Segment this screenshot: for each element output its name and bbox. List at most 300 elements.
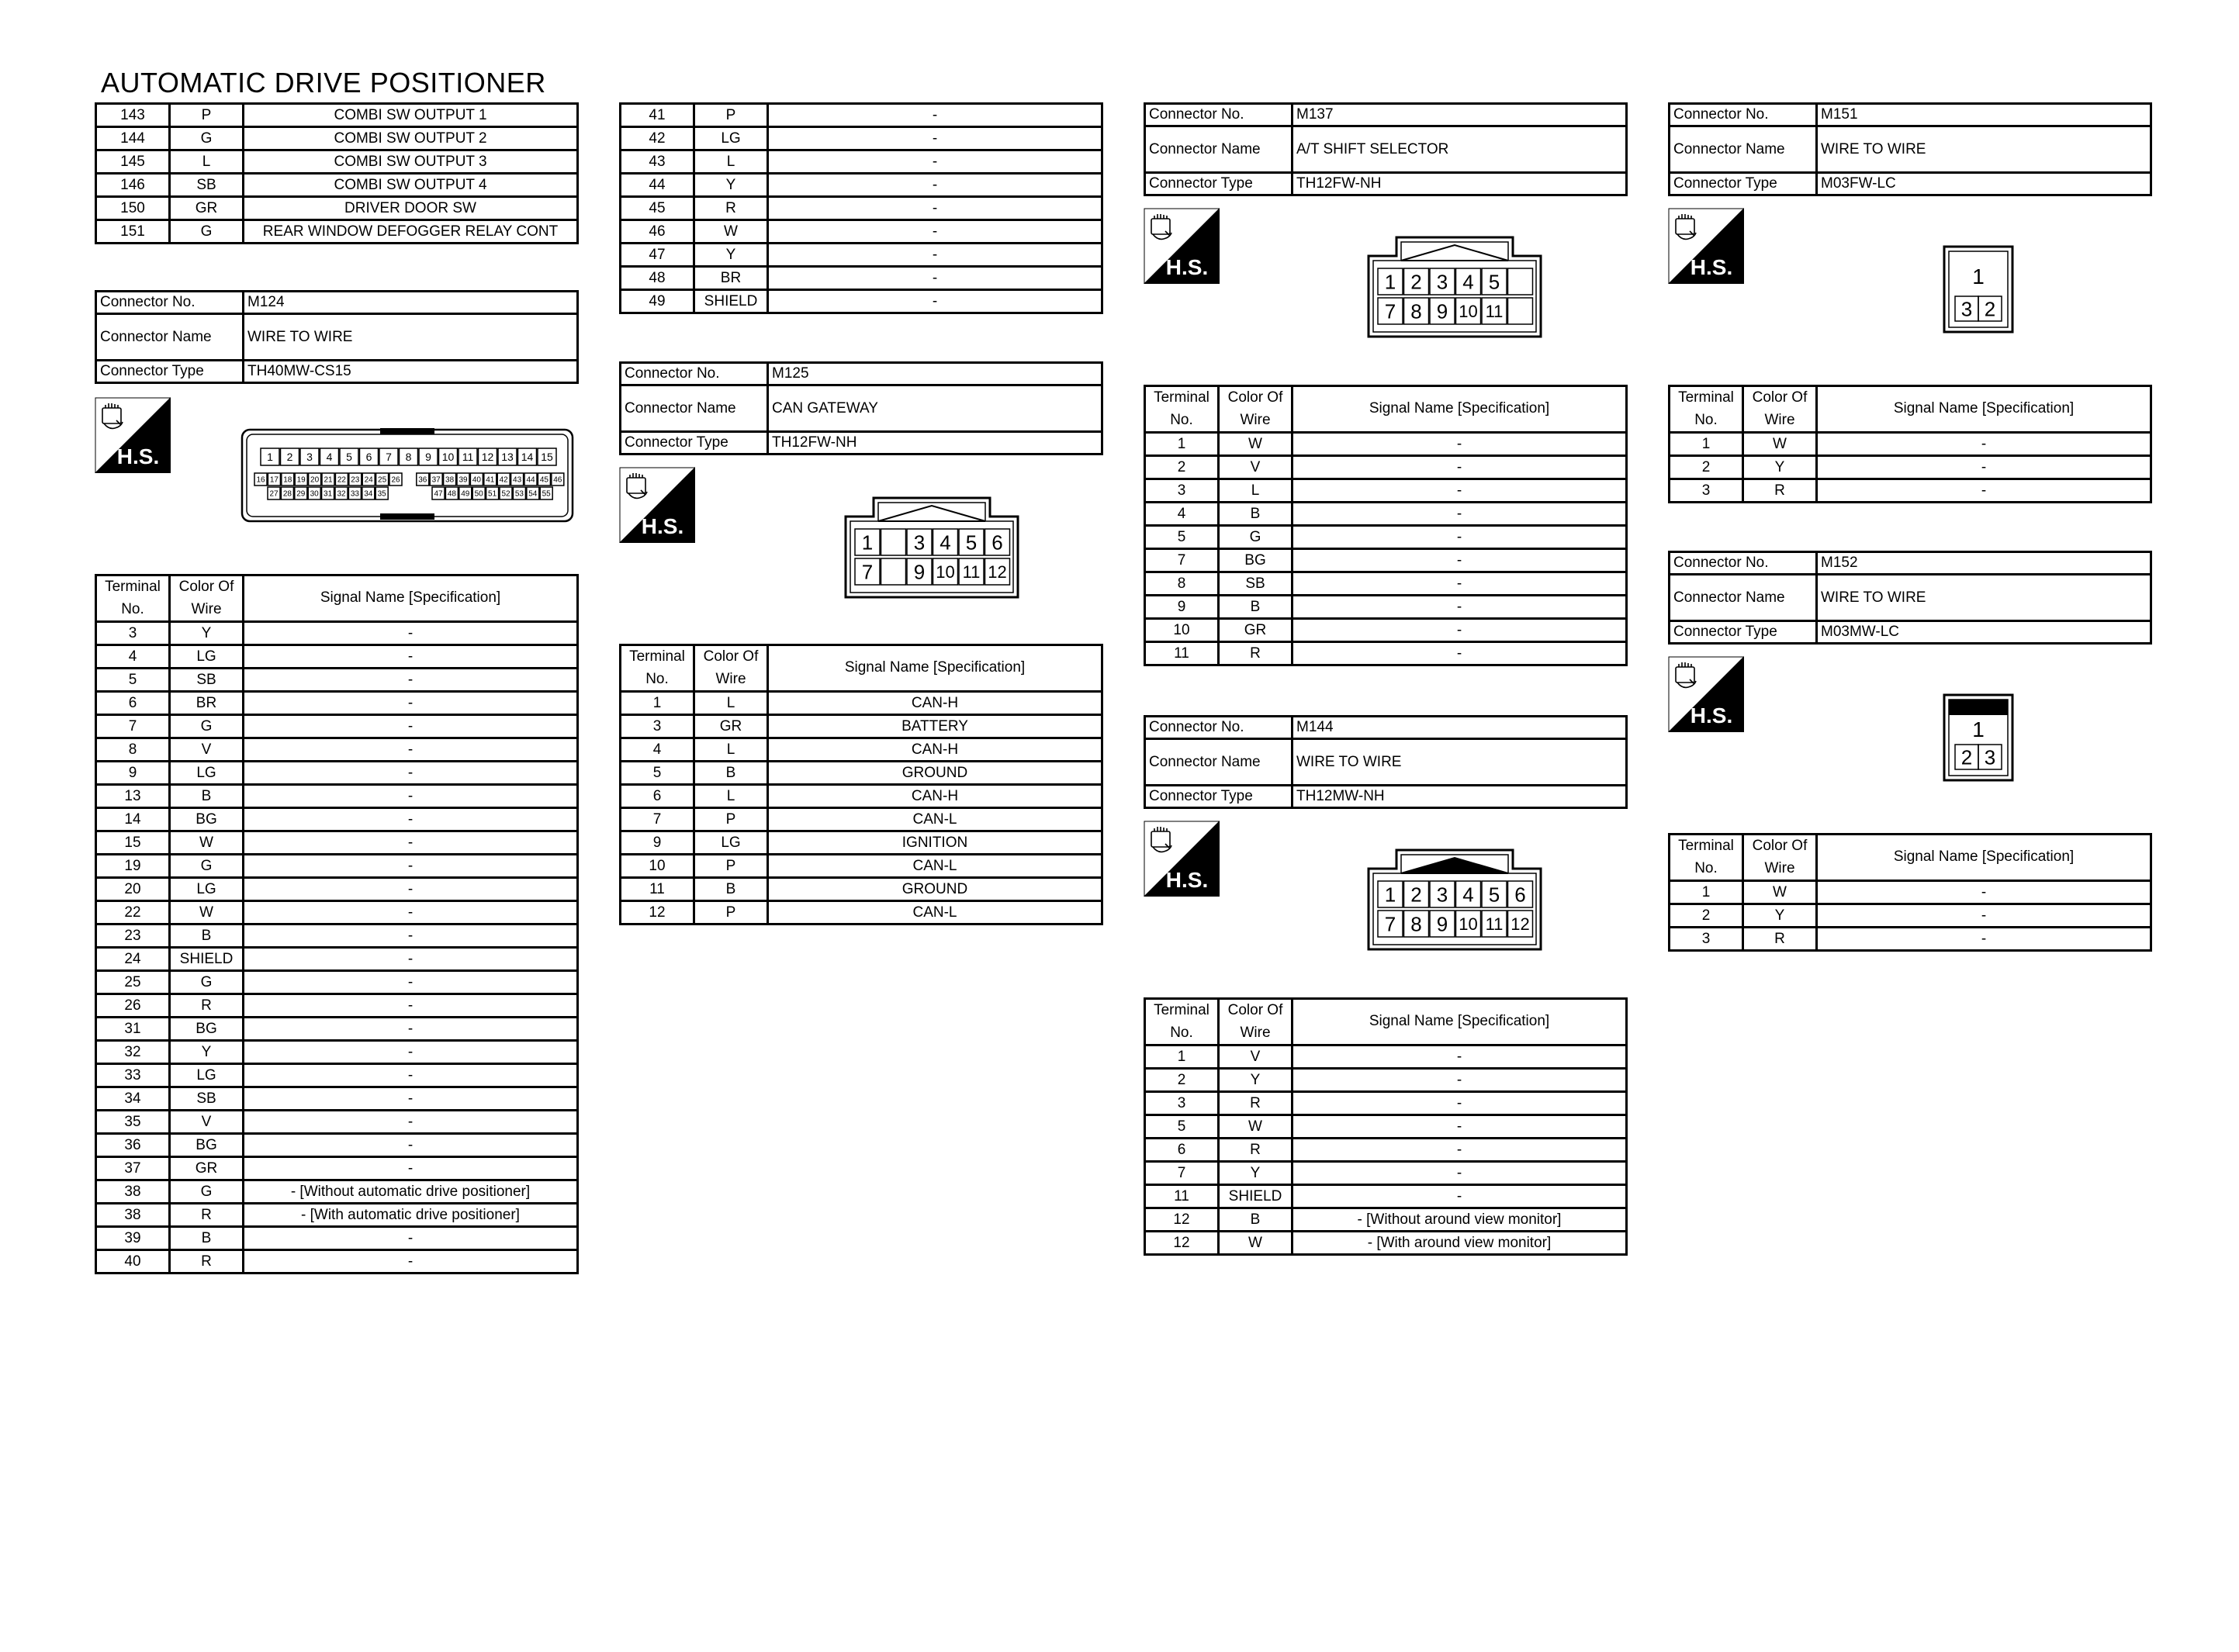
connector-diagram-m151 xyxy=(1943,245,2014,337)
signal-cell: - xyxy=(244,738,578,762)
signal-cell: BATTERY xyxy=(768,715,1102,738)
pin-number: 9 xyxy=(1436,912,1448,936)
connector-type-value: M03FW-LC xyxy=(1817,173,2151,195)
signal-cell: - xyxy=(244,948,578,971)
pin-number: 2 xyxy=(1984,297,1996,321)
connector-latch xyxy=(1401,245,1508,261)
pin-table-m125 xyxy=(619,644,1103,925)
signal-cell: COMBI SW OUTPUT 3 xyxy=(244,150,578,174)
wire-color-cell: L xyxy=(694,150,768,174)
wire-color-cell: G xyxy=(170,971,244,994)
signal-cell: - xyxy=(244,1134,578,1157)
wire-color-cell: L xyxy=(1219,479,1293,503)
signal-cell: CAN-H xyxy=(768,785,1102,808)
signal-cell: - xyxy=(768,267,1102,290)
terminal-cell: 32 xyxy=(96,1041,170,1064)
connector-type-value: TH40MW-CS15 xyxy=(244,361,578,383)
pin-cavity xyxy=(1508,298,1533,324)
connector-diagram-m144 xyxy=(1365,848,1544,955)
table-row xyxy=(96,127,578,150)
signal-cell: - xyxy=(1817,433,2151,456)
table-row xyxy=(96,1227,578,1250)
pin-cavity xyxy=(881,529,906,555)
pin-table-m151-wrap xyxy=(1668,385,2152,503)
wire-color-cell: SHIELD xyxy=(694,290,768,313)
signal-cell: - xyxy=(244,1250,578,1274)
signal-cell: - xyxy=(1293,619,1627,642)
header-signal-name: Signal Name [Specification] xyxy=(244,575,578,622)
pin-number: 54 xyxy=(528,489,538,499)
wire-color-cell: B xyxy=(170,785,244,808)
terminal-cell: 9 xyxy=(1145,596,1219,619)
signal-cell: - xyxy=(1817,456,2151,479)
header-terminal-no xyxy=(1670,386,1743,433)
connector-m124 xyxy=(95,290,579,384)
pin-number: 3 xyxy=(913,531,926,555)
table-row xyxy=(96,785,578,808)
signal-cell: DRIVER DOOR SW xyxy=(244,197,578,220)
pin-number: 1 xyxy=(1384,270,1396,294)
header-no: No. xyxy=(121,600,144,617)
pin-table-m124-wrap xyxy=(95,574,579,1274)
table-header-row xyxy=(1670,386,2151,433)
terminal-cell: 1 xyxy=(621,692,694,715)
terminal-cell: 145 xyxy=(96,150,170,174)
signal-cell: - xyxy=(244,808,578,831)
connector-latch xyxy=(878,506,985,521)
terminal-cell: 12 xyxy=(1145,1232,1219,1255)
pin-number: 16 xyxy=(256,475,265,485)
signal-cell: - xyxy=(1293,549,1627,572)
wire-color-cell: R xyxy=(170,994,244,1018)
pin-number: 7 xyxy=(861,560,874,584)
signal-cell: CAN-L xyxy=(768,808,1102,831)
table-row xyxy=(621,738,1102,762)
connector-type-value: M03MW-LC xyxy=(1817,621,2151,644)
wire-color-cell: BG xyxy=(1219,549,1293,572)
pin-number: 42 xyxy=(499,475,508,485)
signal-cell: - xyxy=(1293,1185,1627,1208)
pin-number: 20 xyxy=(310,475,320,485)
table-row xyxy=(1145,1208,1627,1232)
wire-color-cell: G xyxy=(170,1180,244,1204)
terminal-cell: 5 xyxy=(96,669,170,692)
terminal-cell: 10 xyxy=(621,855,694,878)
pin-table-m152-wrap xyxy=(1668,833,2152,952)
pin-table-m151 xyxy=(1668,385,2152,503)
wire-color-cell: L xyxy=(170,150,244,174)
wire-color-cell: SB xyxy=(170,669,244,692)
wire-color-cell: Y xyxy=(1219,1162,1293,1185)
pin-number: 3 xyxy=(1436,883,1448,907)
pin-number: 10 xyxy=(1459,301,1478,321)
terminal-cell: 11 xyxy=(1145,1185,1219,1208)
header-no: No. xyxy=(1694,411,1718,428)
table-row xyxy=(96,994,578,1018)
terminal-cell: 12 xyxy=(621,901,694,924)
table-row xyxy=(621,104,1102,127)
table-row xyxy=(96,855,578,878)
signal-cell: CAN-L xyxy=(768,855,1102,878)
terminal-cell: 43 xyxy=(621,150,694,174)
table-row xyxy=(96,174,578,197)
header-color-of-wire xyxy=(1743,386,1817,433)
table-row xyxy=(621,715,1102,738)
header-color-of: Color Of xyxy=(1752,389,1808,406)
table-row xyxy=(1145,1232,1627,1255)
signal-cell: - xyxy=(244,1227,578,1250)
connector-no-value: M152 xyxy=(1817,552,2151,575)
pin-number: 50 xyxy=(474,489,483,499)
pin-number: 4 xyxy=(1462,270,1474,294)
terminal-cell: 7 xyxy=(1145,549,1219,572)
terminal-cell: 5 xyxy=(1145,526,1219,549)
pin-number: 39 xyxy=(459,475,468,485)
connector-diagram-m152 xyxy=(1943,693,2014,786)
wire-color-cell: BG xyxy=(170,1018,244,1041)
connector-table-continued-1 xyxy=(95,102,579,244)
pin-number: 6 xyxy=(991,531,1003,555)
hs-label: H.S. xyxy=(1165,255,1209,279)
wire-color-cell: G xyxy=(170,715,244,738)
pin-number: 47 xyxy=(434,489,443,499)
wire-color-cell: LG xyxy=(170,878,244,901)
connector-name-value: WIRE TO WIRE xyxy=(1293,739,1627,786)
wire-color-cell: GR xyxy=(170,197,244,220)
wire-color-cell: GR xyxy=(1219,619,1293,642)
table-header-row xyxy=(621,645,1102,692)
signal-cell: - xyxy=(1293,1162,1627,1185)
pin-number: 45 xyxy=(539,475,549,485)
header-terminal-no xyxy=(1145,386,1219,433)
pin-number: 11 xyxy=(1485,301,1504,321)
signal-cell: - xyxy=(244,715,578,738)
table-row xyxy=(96,692,578,715)
table-row xyxy=(621,901,1102,924)
wire-color-cell: L xyxy=(694,692,768,715)
wire-color-cell: R xyxy=(694,197,768,220)
wire-color-cell: BR xyxy=(694,267,768,290)
signal-cell: CAN-H xyxy=(768,738,1102,762)
terminal-cell: 48 xyxy=(621,267,694,290)
table-row xyxy=(621,831,1102,855)
terminal-cell: 38 xyxy=(96,1180,170,1204)
connector-no-label: Connector No. xyxy=(1670,552,1817,575)
terminal-cell: 2 xyxy=(1670,904,1743,928)
pin-number: 44 xyxy=(526,475,535,485)
signal-cell: - xyxy=(244,785,578,808)
pin-number: 5 xyxy=(1488,270,1500,294)
pin-number: 15 xyxy=(541,451,553,464)
signal-cell: COMBI SW OUTPUT 2 xyxy=(244,127,578,150)
signal-cell: - xyxy=(1293,1045,1627,1069)
signal-cell: - xyxy=(244,762,578,785)
header-no: No. xyxy=(1694,859,1718,876)
connector-no-label: Connector No. xyxy=(1670,104,1817,126)
table-row xyxy=(621,762,1102,785)
connector-no-label: Connector No. xyxy=(621,363,768,385)
terminal-cell: 4 xyxy=(96,645,170,669)
signal-cell: - xyxy=(1293,503,1627,526)
wire-color-cell: SB xyxy=(170,174,244,197)
terminal-cell: 3 xyxy=(96,622,170,645)
table-row xyxy=(96,901,578,924)
header-signal-name: Signal Name [Specification] xyxy=(1817,386,2151,433)
wire-color-cell: GR xyxy=(694,715,768,738)
pin-number: 2 xyxy=(1410,883,1422,907)
connector-m151 xyxy=(1668,102,2152,196)
header-color-of-wire xyxy=(1743,835,1817,881)
signal-cell: - xyxy=(1817,904,2151,928)
connector-no-label: Connector No. xyxy=(1145,104,1293,126)
table-row xyxy=(1145,596,1627,619)
terminal-cell: 1 xyxy=(1670,433,1743,456)
harness-side-icon xyxy=(1668,208,1744,288)
wire-color-cell: GR xyxy=(170,1157,244,1180)
pin-number: 7 xyxy=(386,451,392,464)
wire-color-cell: BG xyxy=(170,808,244,831)
table-row xyxy=(1145,479,1627,503)
signal-cell: - xyxy=(244,669,578,692)
terminal-cell: 47 xyxy=(621,244,694,267)
signal-cell: - xyxy=(244,878,578,901)
terminal-cell: 11 xyxy=(1145,642,1219,665)
pin-number: 11 xyxy=(462,451,474,464)
pin-table-m137 xyxy=(1144,385,1628,666)
table-row xyxy=(621,808,1102,831)
table-header-row xyxy=(1670,835,2151,881)
terminal-cell: 6 xyxy=(621,785,694,808)
signal-cell: - xyxy=(768,220,1102,244)
header-signal-name: Signal Name [Specification] xyxy=(1817,835,2151,881)
signal-cell: CAN-H xyxy=(768,692,1102,715)
terminal-cell: 5 xyxy=(621,762,694,785)
wire-color-cell: P xyxy=(694,808,768,831)
wire-color-cell: Y xyxy=(170,622,244,645)
wire-color-cell: Y xyxy=(694,174,768,197)
header-color-of: Color Of xyxy=(703,648,759,665)
pin-number: 24 xyxy=(364,475,373,485)
pin-number: 48 xyxy=(447,489,456,499)
connector-type-label: Connector Type xyxy=(1670,621,1817,644)
header-wire: Wire xyxy=(1240,1024,1271,1041)
table-row xyxy=(1145,619,1627,642)
table-row xyxy=(621,290,1102,313)
connector-no-value: M124 xyxy=(244,292,578,314)
terminal-cell: 39 xyxy=(96,1227,170,1250)
terminal-cell: 1 xyxy=(1145,1045,1219,1069)
wire-color-cell: G xyxy=(170,127,244,150)
connector-info-m125 xyxy=(619,361,1103,455)
terminal-cell: 7 xyxy=(96,715,170,738)
signal-cell: - xyxy=(1293,642,1627,665)
header-terminal: Terminal xyxy=(1154,389,1209,406)
connector-name-label: Connector Name xyxy=(1145,739,1293,786)
table-row xyxy=(1145,1069,1627,1092)
wire-color-cell: Y xyxy=(1743,456,1817,479)
table-row xyxy=(96,924,578,948)
pin-number: 1 xyxy=(1972,264,1985,289)
table-header-row xyxy=(1145,999,1627,1045)
wire-color-cell: L xyxy=(694,785,768,808)
signal-cell: - xyxy=(244,971,578,994)
signal-cell: - xyxy=(244,692,578,715)
signal-cell: CAN-L xyxy=(768,901,1102,924)
table-row xyxy=(96,220,578,244)
connector-type-value: TH12MW-NH xyxy=(1293,786,1627,808)
terminal-cell: 41 xyxy=(621,104,694,127)
pin-number: 27 xyxy=(269,489,279,499)
connector-diagram-m125 xyxy=(843,496,1021,603)
table-row xyxy=(621,855,1102,878)
pin-cavity xyxy=(881,558,906,585)
header-no: No. xyxy=(1170,1024,1193,1041)
wire-color-cell: SB xyxy=(170,1087,244,1111)
connector-name-label: Connector Name xyxy=(1670,126,1817,173)
pin-number: 4 xyxy=(1462,883,1474,907)
header-color-of-wire xyxy=(1219,386,1293,433)
terminal-cell: 8 xyxy=(1145,572,1219,596)
table-row xyxy=(1145,526,1627,549)
terminal-cell: 2 xyxy=(1670,456,1743,479)
header-terminal: Terminal xyxy=(105,579,161,595)
pin-number: 3 xyxy=(306,451,313,464)
pin-number: 49 xyxy=(461,489,470,499)
pin-number: 3 xyxy=(1960,297,1973,321)
signal-cell: - xyxy=(768,104,1102,127)
header-signal-name: Signal Name [Specification] xyxy=(1293,386,1627,433)
signal-cell: - xyxy=(1293,596,1627,619)
pin-number: 53 xyxy=(514,489,524,499)
harness-side-icon xyxy=(95,397,171,477)
pin-table-m125-wrap xyxy=(619,644,1103,925)
signal-cell: - xyxy=(1293,479,1627,503)
signal-cell: - xyxy=(768,127,1102,150)
header-color-of-wire xyxy=(170,575,244,622)
page-title: AUTOMATIC DRIVE POSITIONER xyxy=(101,67,546,98)
pin-number: 12 xyxy=(1511,914,1530,934)
pin-number: 55 xyxy=(542,489,551,499)
terminal-cell: 151 xyxy=(96,220,170,244)
terminal-cell: 36 xyxy=(96,1134,170,1157)
hs-label: H.S. xyxy=(641,514,684,538)
connector-no-value: M125 xyxy=(768,363,1102,385)
terminal-cell: 1 xyxy=(1145,433,1219,456)
pin-number: 7 xyxy=(1384,912,1396,936)
wire-color-cell: Y xyxy=(694,244,768,267)
table-row xyxy=(96,645,578,669)
header-terminal: Terminal xyxy=(629,648,685,665)
terminal-cell: 40 xyxy=(96,1250,170,1274)
table-row xyxy=(96,762,578,785)
terminal-cell: 3 xyxy=(1670,928,1743,951)
terminal-cell: 146 xyxy=(96,174,170,197)
table-row xyxy=(621,197,1102,220)
header-wire: Wire xyxy=(1764,411,1795,428)
pin-number: 4 xyxy=(940,531,951,555)
connector-name-value: WIRE TO WIRE xyxy=(244,314,578,361)
terminal-cell: 25 xyxy=(96,971,170,994)
signal-cell: - xyxy=(244,901,578,924)
pin-number: 19 xyxy=(296,475,306,485)
connector-type-label: Connector Type xyxy=(1145,173,1293,195)
connector-type-label: Connector Type xyxy=(1670,173,1817,195)
connector-name-label: Connector Name xyxy=(96,314,244,361)
wire-color-cell: V xyxy=(170,1111,244,1134)
wire-color-cell: SHIELD xyxy=(1219,1185,1293,1208)
pin-number: 35 xyxy=(377,489,386,499)
wire-color-cell: V xyxy=(1219,1045,1293,1069)
connector-info-m124 xyxy=(95,290,579,384)
connector-m144 xyxy=(1144,715,1628,809)
terminal-cell: 19 xyxy=(96,855,170,878)
connector-no-label: Connector No. xyxy=(1145,717,1293,739)
connector-no-value: M137 xyxy=(1293,104,1627,126)
pin-number: 1 xyxy=(861,531,874,555)
connector-latch xyxy=(1949,700,2008,715)
wire-color-cell: B xyxy=(1219,596,1293,619)
terminal-cell: 24 xyxy=(96,948,170,971)
wire-color-cell: Y xyxy=(1743,904,1817,928)
table-row xyxy=(1670,456,2151,479)
header-signal-name: Signal Name [Specification] xyxy=(768,645,1102,692)
pin-number: 4 xyxy=(326,451,333,464)
table-row xyxy=(621,244,1102,267)
signal-cell: GROUND xyxy=(768,878,1102,901)
connector-type-value: TH12FW-NH xyxy=(768,432,1102,454)
wire-color-cell: G xyxy=(1219,526,1293,549)
header-terminal-no xyxy=(1145,999,1219,1045)
wire-color-cell: G xyxy=(170,855,244,878)
wire-color-cell: LG xyxy=(694,127,768,150)
wire-color-cell: R xyxy=(1219,642,1293,665)
pin-number: 22 xyxy=(337,475,346,485)
wire-color-cell: W xyxy=(1219,433,1293,456)
wire-color-cell: W xyxy=(1743,433,1817,456)
table-row xyxy=(621,127,1102,150)
terminal-cell: 33 xyxy=(96,1064,170,1087)
signal-cell: - xyxy=(1293,433,1627,456)
wire-color-cell: B xyxy=(694,762,768,785)
terminal-cell: 13 xyxy=(96,785,170,808)
table-row xyxy=(621,150,1102,174)
terminal-cell: 9 xyxy=(621,831,694,855)
header-terminal: Terminal xyxy=(1678,838,1734,854)
connector-diagram-m124 xyxy=(241,428,574,527)
wire-color-cell: P xyxy=(694,901,768,924)
table-row xyxy=(1145,1115,1627,1139)
wire-color-cell: Y xyxy=(1219,1069,1293,1092)
table-row xyxy=(96,831,578,855)
header-wire: Wire xyxy=(715,670,746,687)
terminal-cell: 1 xyxy=(1670,881,1743,904)
terminal-cell: 37 xyxy=(96,1157,170,1180)
table-row xyxy=(621,878,1102,901)
pin-number: 14 xyxy=(521,451,534,464)
terminal-cell: 3 xyxy=(1145,1092,1219,1115)
wire-color-cell: P xyxy=(170,104,244,127)
terminal-cell: 22 xyxy=(96,901,170,924)
header-wire: Wire xyxy=(1240,411,1271,428)
pin-number: 12 xyxy=(988,562,1007,582)
header-wire: Wire xyxy=(191,600,222,617)
table-row xyxy=(96,1064,578,1087)
signal-cell: - [Without automatic drive positioner] xyxy=(244,1180,578,1204)
pin-number: 34 xyxy=(364,489,373,499)
terminal-cell: 20 xyxy=(96,878,170,901)
wire-color-cell: R xyxy=(1743,928,1817,951)
connector-m152 xyxy=(1668,551,2152,645)
